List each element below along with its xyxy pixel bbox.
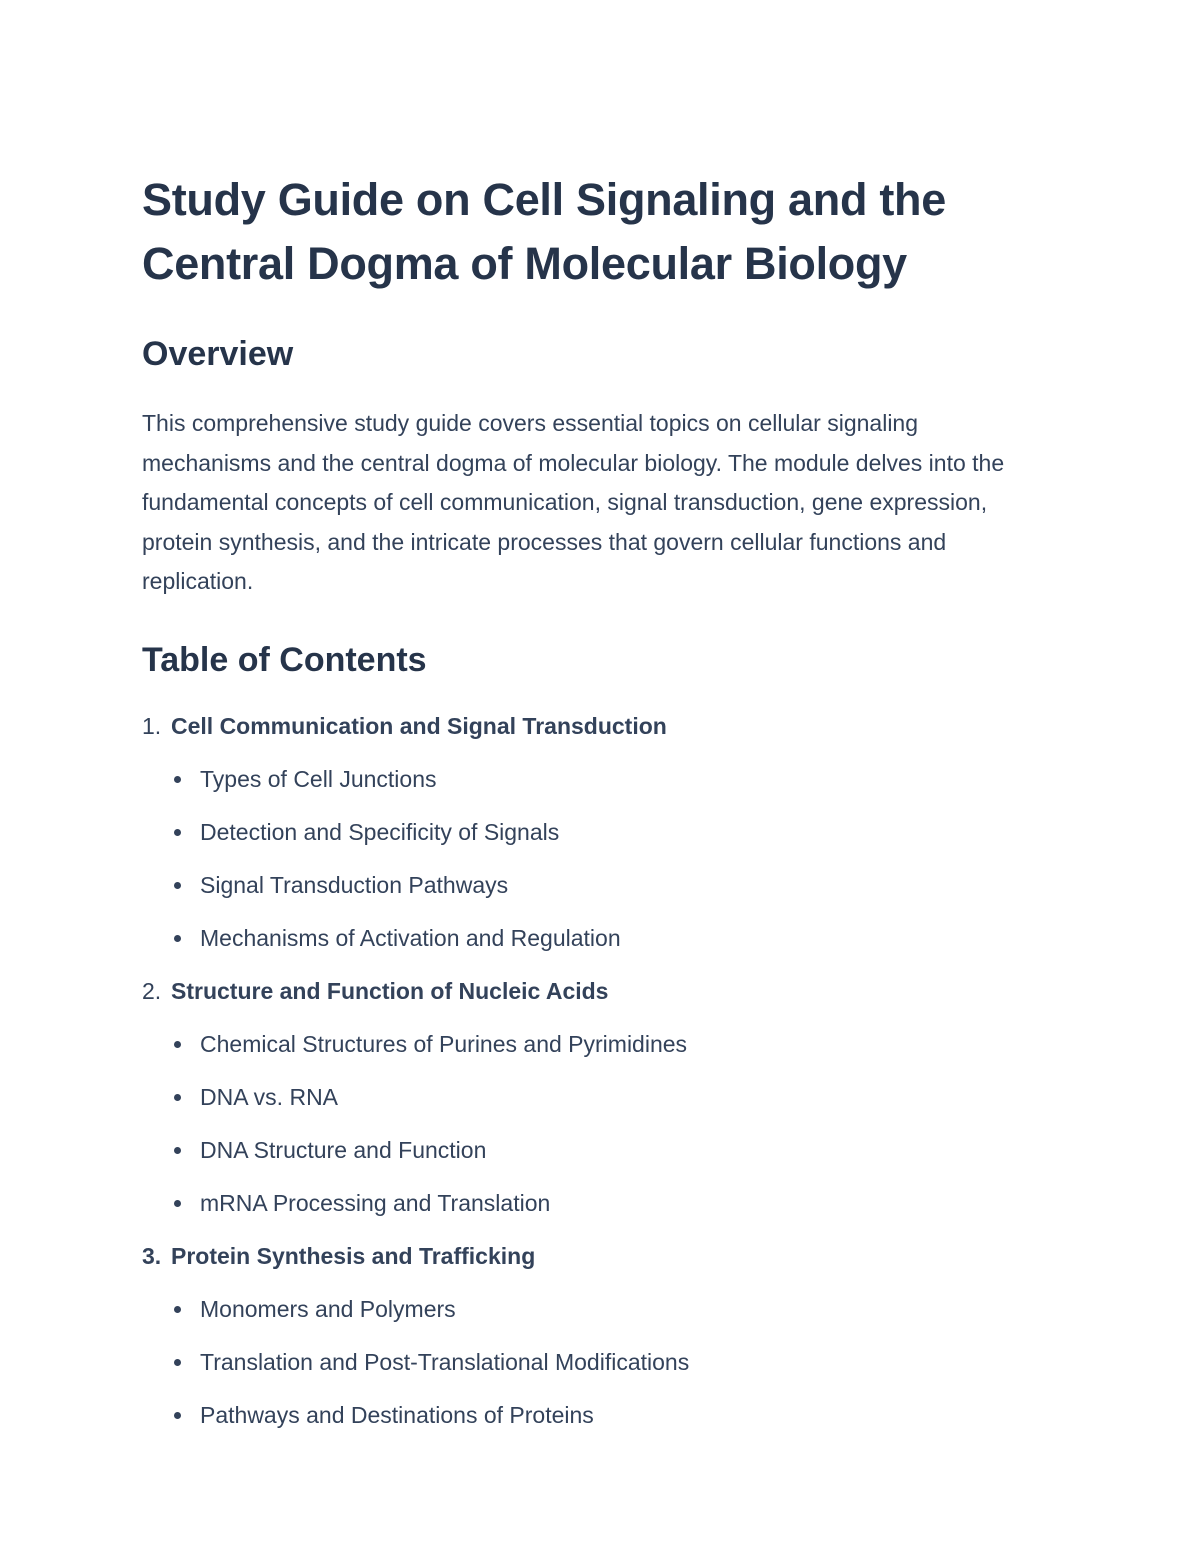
toc-section-title — [142, 700, 1042, 753]
toc-subsection-list — [142, 1018, 1042, 1230]
toc-section-title-text: Structure and Function of Nucleic Acids — [171, 977, 609, 1004]
toc-subsection-list — [142, 1283, 1042, 1442]
document-title — [142, 168, 1042, 296]
toc-item-text: Translation and Post-Translational Modifications — [200, 1348, 690, 1375]
toc-item — [142, 859, 1042, 912]
bullet-icon — [174, 882, 181, 889]
toc-item — [142, 912, 1042, 965]
toc-section-2 — [142, 965, 1042, 1230]
toc-item — [142, 1336, 1042, 1389]
toc-item-text: Pathways and Destinations of Proteins — [200, 1401, 594, 1428]
toc-section-number: 3. — [142, 1242, 162, 1269]
toc-item — [142, 753, 1042, 806]
toc-section-title-text: Protein Synthesis and Trafficking — [171, 1242, 536, 1269]
toc-heading: Table of Contents — [142, 640, 427, 679]
toc-item-text: mRNA Processing and Translation — [200, 1189, 551, 1216]
toc-item — [142, 1283, 1042, 1336]
toc-item — [142, 1177, 1042, 1230]
toc-section-title — [142, 965, 1042, 1018]
toc-item — [142, 806, 1042, 859]
document-page — [142, 168, 1042, 1442]
table-of-contents — [142, 700, 1042, 1442]
bullet-icon — [174, 1306, 181, 1313]
toc-item-text: DNA Structure and Function — [200, 1136, 487, 1163]
toc-item — [142, 1018, 1042, 1071]
document-title-line-1: Study Guide on Cell Signaling and the — [142, 174, 946, 225]
bullet-icon — [174, 1094, 181, 1101]
toc-item — [142, 1071, 1042, 1124]
bullet-icon — [174, 1147, 181, 1154]
toc-section-number: 2. — [142, 977, 162, 1004]
bullet-icon — [174, 829, 181, 836]
bullet-icon — [174, 1359, 181, 1366]
toc-section-title — [142, 1230, 1042, 1283]
bullet-icon — [174, 1200, 181, 1207]
toc-section-1 — [142, 700, 1042, 965]
bullet-icon — [174, 1412, 181, 1419]
document-title-line-2: Central Dogma of Molecular Biology — [142, 238, 907, 289]
toc-section-number: 1. — [142, 712, 162, 739]
toc-item-text: Monomers and Polymers — [200, 1295, 456, 1322]
toc-item-text: Detection and Specificity of Signals — [200, 818, 560, 845]
toc-section-title-text: Cell Communication and Signal Transduction — [171, 712, 667, 739]
toc-section-3 — [142, 1230, 1042, 1442]
bullet-icon — [174, 776, 181, 783]
toc-item-text: Chemical Structures of Purines and Pyrimidines — [200, 1030, 688, 1057]
bullet-icon — [174, 1041, 181, 1048]
toc-item-text: Mechanisms of Activation and Regulation — [200, 924, 621, 951]
toc-subsection-list — [142, 753, 1042, 965]
overview-paragraph: This comprehensive study guide covers essential topics on cellular signaling mechanisms and the central dogma of molecular biology. The module delves into the fundamental concepts of cell communication, signal transduction, gene expression, protein synthesis, and the intricate processes that govern cellular functions and replication. — [142, 410, 1005, 594]
overview-heading: Overview — [142, 335, 294, 373]
toc-item — [142, 1389, 1042, 1442]
toc-item-text: Types of Cell Junctions — [200, 765, 437, 792]
toc-item — [142, 1124, 1042, 1177]
toc-item-text: DNA vs. RNA — [200, 1083, 339, 1110]
bullet-icon — [174, 935, 181, 942]
toc-item-text: Signal Transduction Pathways — [200, 871, 509, 898]
